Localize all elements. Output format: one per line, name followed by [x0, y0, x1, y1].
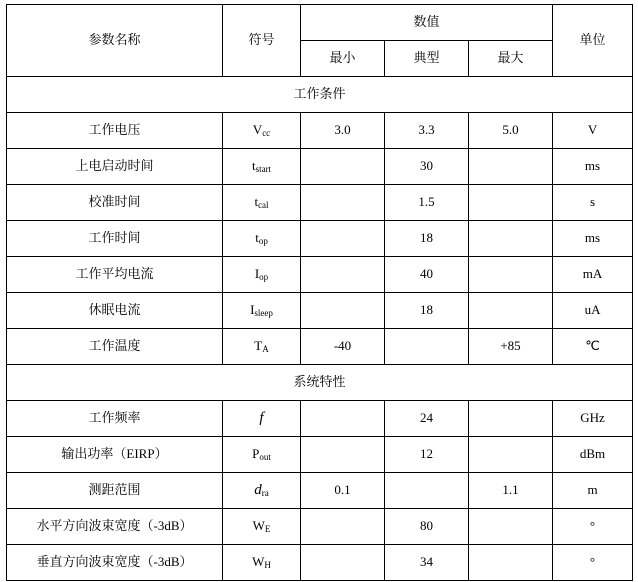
cell-unit: GHz — [553, 401, 633, 437]
table-row — [7, 113, 633, 149]
header-value-group: 数值 — [301, 5, 553, 41]
section-title: 系统特性 — [7, 365, 633, 401]
table-row — [7, 293, 633, 329]
symbol-subscript: E — [264, 524, 271, 535]
cell-unit: ms — [553, 149, 633, 185]
cell-parameter-name: 休眠电流 — [7, 293, 223, 329]
cell-parameter-name: 工作温度 — [7, 329, 223, 365]
symbol-subscript: cc — [262, 128, 271, 139]
table-row — [7, 149, 633, 185]
cell-typ: 34 — [385, 545, 469, 581]
cell-symbol — [223, 401, 301, 437]
header-symbol: 符号 — [223, 5, 301, 77]
symbol-base: t — [255, 230, 259, 246]
symbol-subscript: op — [258, 236, 268, 247]
cell-typ: 18 — [385, 293, 469, 329]
specification-table — [6, 4, 633, 581]
cell-unit: m — [553, 473, 633, 509]
cell-unit: s — [553, 185, 633, 221]
cell-max — [469, 293, 553, 329]
cell-parameter-name: 工作平均电流 — [7, 257, 223, 293]
table-header — [7, 5, 633, 77]
cell-min — [301, 149, 385, 185]
cell-unit: V — [553, 113, 633, 149]
cell-min — [301, 509, 385, 545]
table-row — [7, 545, 633, 581]
cell-symbol — [223, 113, 301, 149]
cell-min: 0.1 — [301, 473, 385, 509]
table-body — [7, 77, 633, 581]
table-row — [7, 329, 633, 365]
cell-min — [301, 545, 385, 581]
cell-max: 1.1 — [469, 473, 553, 509]
cell-symbol — [223, 437, 301, 473]
cell-parameter-name: 工作电压 — [7, 113, 223, 149]
cell-typ: 30 — [385, 149, 469, 185]
cell-typ: 80 — [385, 509, 469, 545]
symbol-subscript: sleep — [254, 308, 273, 319]
cell-max — [469, 257, 553, 293]
cell-symbol — [223, 473, 301, 509]
cell-parameter-name: 工作频率 — [7, 401, 223, 437]
symbol-base: t — [251, 158, 256, 174]
header-unit: 单位 — [553, 5, 633, 77]
cell-symbol — [223, 545, 301, 581]
symbol-base: V — [252, 122, 263, 138]
cell-parameter-name: 工作时间 — [7, 221, 223, 257]
symbol-base: T — [254, 338, 263, 354]
cell-typ: 3.3 — [385, 113, 469, 149]
table-row — [7, 509, 633, 545]
cell-unit: ms — [553, 221, 633, 257]
cell-unit: ° — [553, 545, 633, 581]
cell-symbol — [223, 185, 301, 221]
cell-max — [469, 545, 553, 581]
section-row — [7, 77, 633, 113]
cell-min — [301, 257, 385, 293]
cell-unit: ℃ — [553, 329, 633, 365]
cell-typ — [385, 329, 469, 365]
section-title: 工作条件 — [7, 77, 633, 113]
symbol-subscript: A — [262, 344, 269, 355]
cell-symbol — [223, 257, 301, 293]
symbol-subscript: out — [259, 452, 271, 463]
table-header-row-1 — [7, 5, 633, 41]
symbol-base: W — [252, 554, 265, 570]
cell-unit: uA — [553, 293, 633, 329]
symbol-base: P — [252, 446, 260, 462]
cell-symbol — [223, 329, 301, 365]
symbol-subscript: H — [264, 560, 271, 571]
cell-parameter-name: 垂直方向波束宽度（-3dB） — [7, 545, 223, 581]
table-row — [7, 473, 633, 509]
cell-symbol — [223, 293, 301, 329]
table-row — [7, 401, 633, 437]
symbol-base: t — [254, 194, 259, 210]
cell-max — [469, 149, 553, 185]
cell-symbol — [223, 149, 301, 185]
cell-parameter-name: 输出功率（EIRP） — [7, 437, 223, 473]
symbol-subscript: start — [255, 164, 272, 175]
symbol-base: d — [254, 482, 262, 499]
symbol-base: f — [259, 410, 264, 427]
table-row — [7, 257, 633, 293]
cell-unit: dBm — [553, 437, 633, 473]
cell-max — [469, 185, 553, 221]
cell-typ: 24 — [385, 401, 469, 437]
symbol-subscript: ra — [261, 488, 269, 499]
cell-max: 5.0 — [469, 113, 553, 149]
cell-typ: 1.5 — [385, 185, 469, 221]
symbol-base: W — [252, 518, 265, 534]
cell-min — [301, 293, 385, 329]
section-row — [7, 365, 633, 401]
symbol-subscript: op — [259, 272, 269, 283]
cell-max — [469, 437, 553, 473]
cell-symbol — [223, 221, 301, 257]
cell-min — [301, 437, 385, 473]
cell-parameter-name: 测距范围 — [7, 473, 223, 509]
cell-typ: 40 — [385, 257, 469, 293]
cell-typ: 12 — [385, 437, 469, 473]
cell-max — [469, 509, 553, 545]
cell-symbol — [223, 509, 301, 545]
header-typ: 典型 — [385, 41, 469, 77]
table-row — [7, 221, 633, 257]
cell-max — [469, 221, 553, 257]
cell-max: +85 — [469, 329, 553, 365]
header-parameter-name: 参数名称 — [7, 5, 223, 77]
cell-max — [469, 401, 553, 437]
symbol-subscript: cal — [258, 200, 269, 211]
cell-parameter-name: 校准时间 — [7, 185, 223, 221]
cell-typ — [385, 473, 469, 509]
table-row — [7, 185, 633, 221]
cell-parameter-name: 上电启动时间 — [7, 149, 223, 185]
symbol-base: I — [250, 302, 255, 318]
symbol-base: I — [254, 266, 260, 282]
cell-min — [301, 221, 385, 257]
header-min: 最小 — [301, 41, 385, 77]
cell-typ: 18 — [385, 221, 469, 257]
cell-unit: mA — [553, 257, 633, 293]
cell-unit: ° — [553, 509, 633, 545]
cell-min: -40 — [301, 329, 385, 365]
header-max: 最大 — [469, 41, 553, 77]
cell-min — [301, 185, 385, 221]
cell-min: 3.0 — [301, 113, 385, 149]
cell-min — [301, 401, 385, 437]
cell-parameter-name: 水平方向波束宽度（-3dB） — [7, 509, 223, 545]
table-row — [7, 437, 633, 473]
